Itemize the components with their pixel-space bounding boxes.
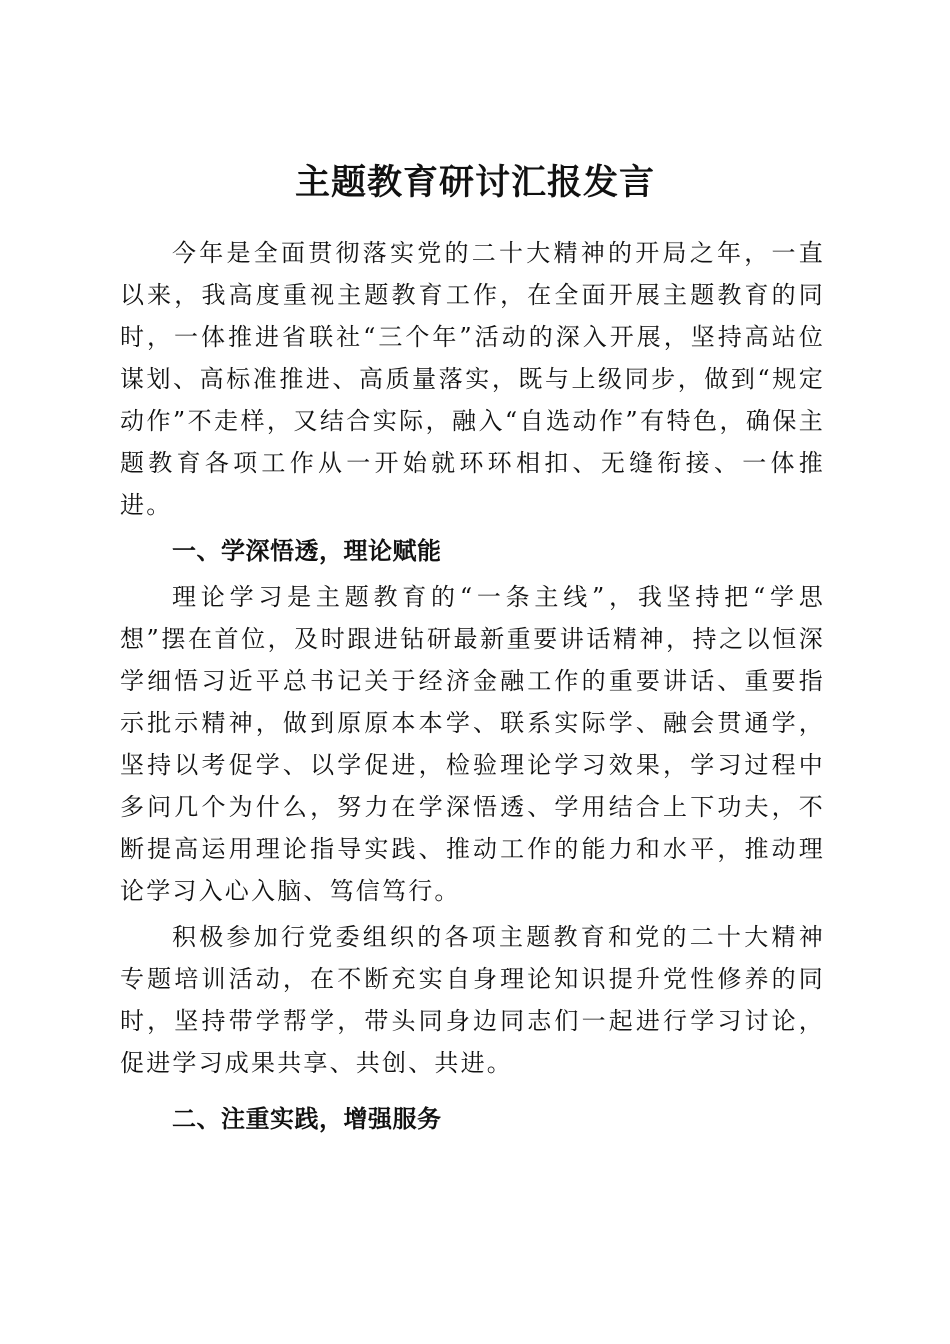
intro-paragraph: 今年是全面贯彻落实党的二十大精神的开局之年，一直以来，我高度重视主题教育工作，在全面开展主题教育的同时，一体推进省联社“三个年”活动的深入开展，坚持高站位谋划、高标准推进、高质量落实，既与上级同步，做到“规定动作”不走样，又结合实际，融入“自选动作”有特色，确保主题教育各项工作从一开始就环环相扣、无缝衔接、一体推进。 [120,239,825,519]
page-title: 主题教育研讨汇报发言 [294,162,655,204]
section-heading-1: 一、学深悟透，理论赋能 [172,537,442,565]
section-heading-2: 二、注重实践，增强服务 [172,1105,442,1133]
section-1-paragraph-1: 理论学习是主题教育的“一条主线”，我坚持把“学思想”摆在首位，及时跟进钻研最新重要讲话精神，持之以恒深学细悟习近平总书记关于经济金融工作的重要讲话、重要指示批示精神，做到原原本本学、联系实际学、融会贯通学，坚持以考促学、以学促进，检验理论学习效果，学习过程中多问几个为什么，努力在学深悟透、学用结合上下功夫，不断提高运用理论指导实践、推动工作的能力和水平，推动理论学习入心入脑、笃信笃行。 [120,583,825,905]
section-1-paragraph-2: 积极参加行党委组织的各项主题教育和党的二十大精神专题培训活动，在不断充实自身理论知识提升党性修养的同时，坚持带学帮学，带头同身边同志们一起进行学习讨论，促进学习成果共享、共创、共进。 [120,923,825,1077]
document-body [120,232,825,1144]
